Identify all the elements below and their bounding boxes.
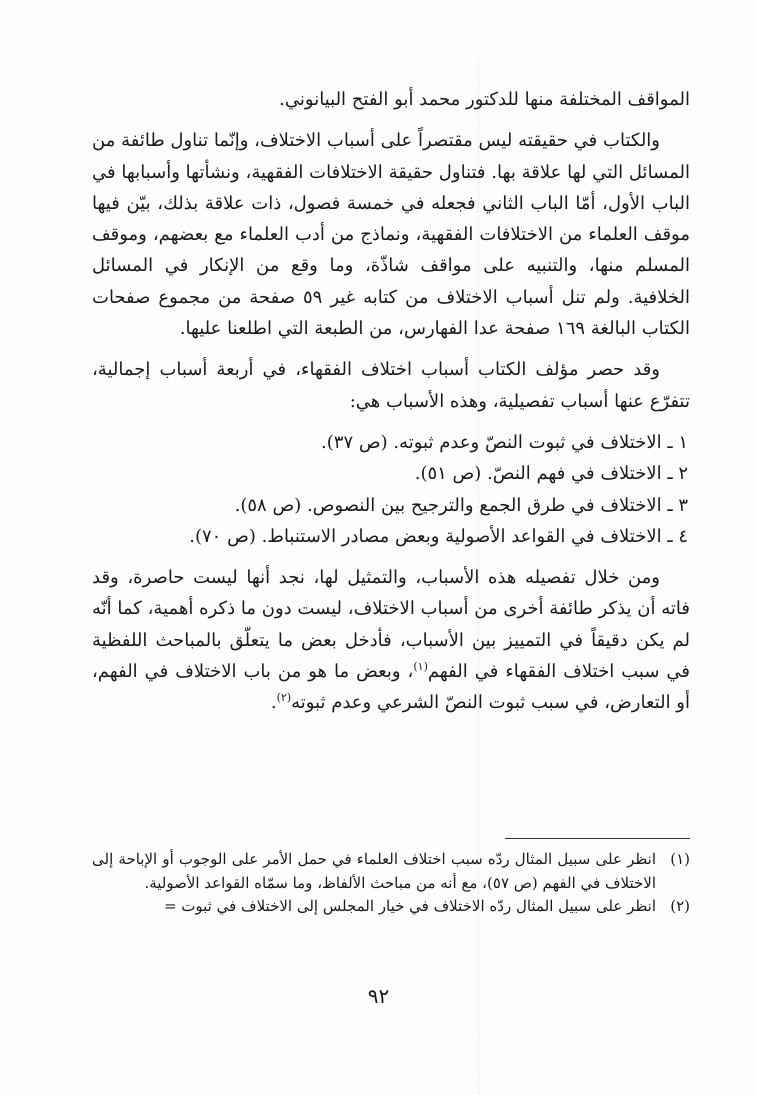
list-item-cause-4: ٤ ـ الاختلاف في القواعد الأصولية وبعض مصادر الاستنباط. (ص ٧٠).	[189, 525, 688, 547]
critique-text-a: ومن خلال تفصيله هذه الأسباب، والتمثيل لها، نجد أنها ليست حاصرة، وقد فاته أن يذكر طائفة أخرى من أسباب الاختلاف، ليست دون ما ذكره أهمية، كما أنّه لم يكن دقيقاً في التمييز بين الأسباب، فأدخل بعض ما يتعلّق بالمباحث اللفظية في سبب اختلاف الفقهاء في الفهم	[92, 567, 691, 683]
list-item-cause-2: ٢ ـ الاختلاف في فهم النصّ. (ص ٥١).	[414, 463, 688, 485]
footnote-divider	[505, 838, 690, 839]
paragraph-critique	[92, 562, 690, 718]
intro-line: المواقف المختلفة منها للدكتور محمد أبو الفتح البيانوني.	[279, 89, 690, 110]
list-item-cause-1: ١ ـ الاختلاف في ثبوت النصّ وعدم ثبوته. (ص ٣٧).	[321, 431, 688, 453]
footnotes	[92, 848, 690, 919]
list-item-cause-3: ٣ ـ الاختلاف في طرق الجمع والترجيح بين النصوص. (ص ٥٨).	[234, 494, 688, 516]
footnote-2	[92, 895, 690, 919]
page-number: ٩٢	[367, 984, 390, 1008]
footnote-2-marker: (٢)	[670, 897, 690, 915]
main-text	[92, 84, 690, 719]
paragraph-book-scope: والكتاب في حقيقته ليس مقتصراً على أسباب الاختلاف، وإنّما تناول طائفة من المسائل التي لها علاقة بها. فتناول حقيقة الاختلافات الفقهية، ونشأتها وأسبابها في الباب الأول، أمّا الباب الثاني فجعله في خمسة فصول، ذات علاقة بذلك، بيّن فيها موقف العلماء من الاختلافات الفقهية، ونماذج من أدب العلماء مع بعضهم، وموقف المسلم منها، والتنبيه على مواقف شاذّة، وما وقع من الإنكار في المسائل الخلافية. ولم تنل أسباب الاختلاف من كتابه غير ٥٩ صفحة من مجموع صفحات الكتاب البالغة ١٦٩ صفحة عدا الفهارس، من الطبعة التي اطلعنا عليها.	[92, 130, 690, 340]
critique-text-b: ، وبعض ما هو من باب الاختلاف في الفهم، أو التعارض، في سبب ثبوت النصّ الشرعي وعدم ثبوته	[92, 661, 690, 714]
footnote-2-text: انظر على سبيل المثال ردّه الاختلاف في خيار المجلس إلى الاختلاف في ثبوت =	[163, 897, 656, 915]
footnote-1-marker: (١)	[670, 850, 690, 868]
footnote-ref-1: (١)	[413, 660, 428, 674]
footnote-1-text: انظر على سبيل المثال ردّه سبب اختلاف العلماء في حمل الأمر على الوجوب أو الإباحة إلى الاختلاف في الفهم (ص ٥٧)، مع أنه من مباحث الألفاظ، وما سمّاه القواعد الأصولية.	[92, 850, 656, 892]
paragraph-causes-summary: وقد حصر مؤلف الكتاب أسباب اختلاف الفقهاء، في أربعة أسباب إجمالية، تتفرّع عنها أسباب تفصيلية، وهذه الأسباب هي:	[92, 359, 690, 412]
footnote-ref-2: (٢)	[276, 691, 292, 705]
footnote-1	[92, 848, 690, 895]
critique-text-c: .	[270, 692, 277, 714]
